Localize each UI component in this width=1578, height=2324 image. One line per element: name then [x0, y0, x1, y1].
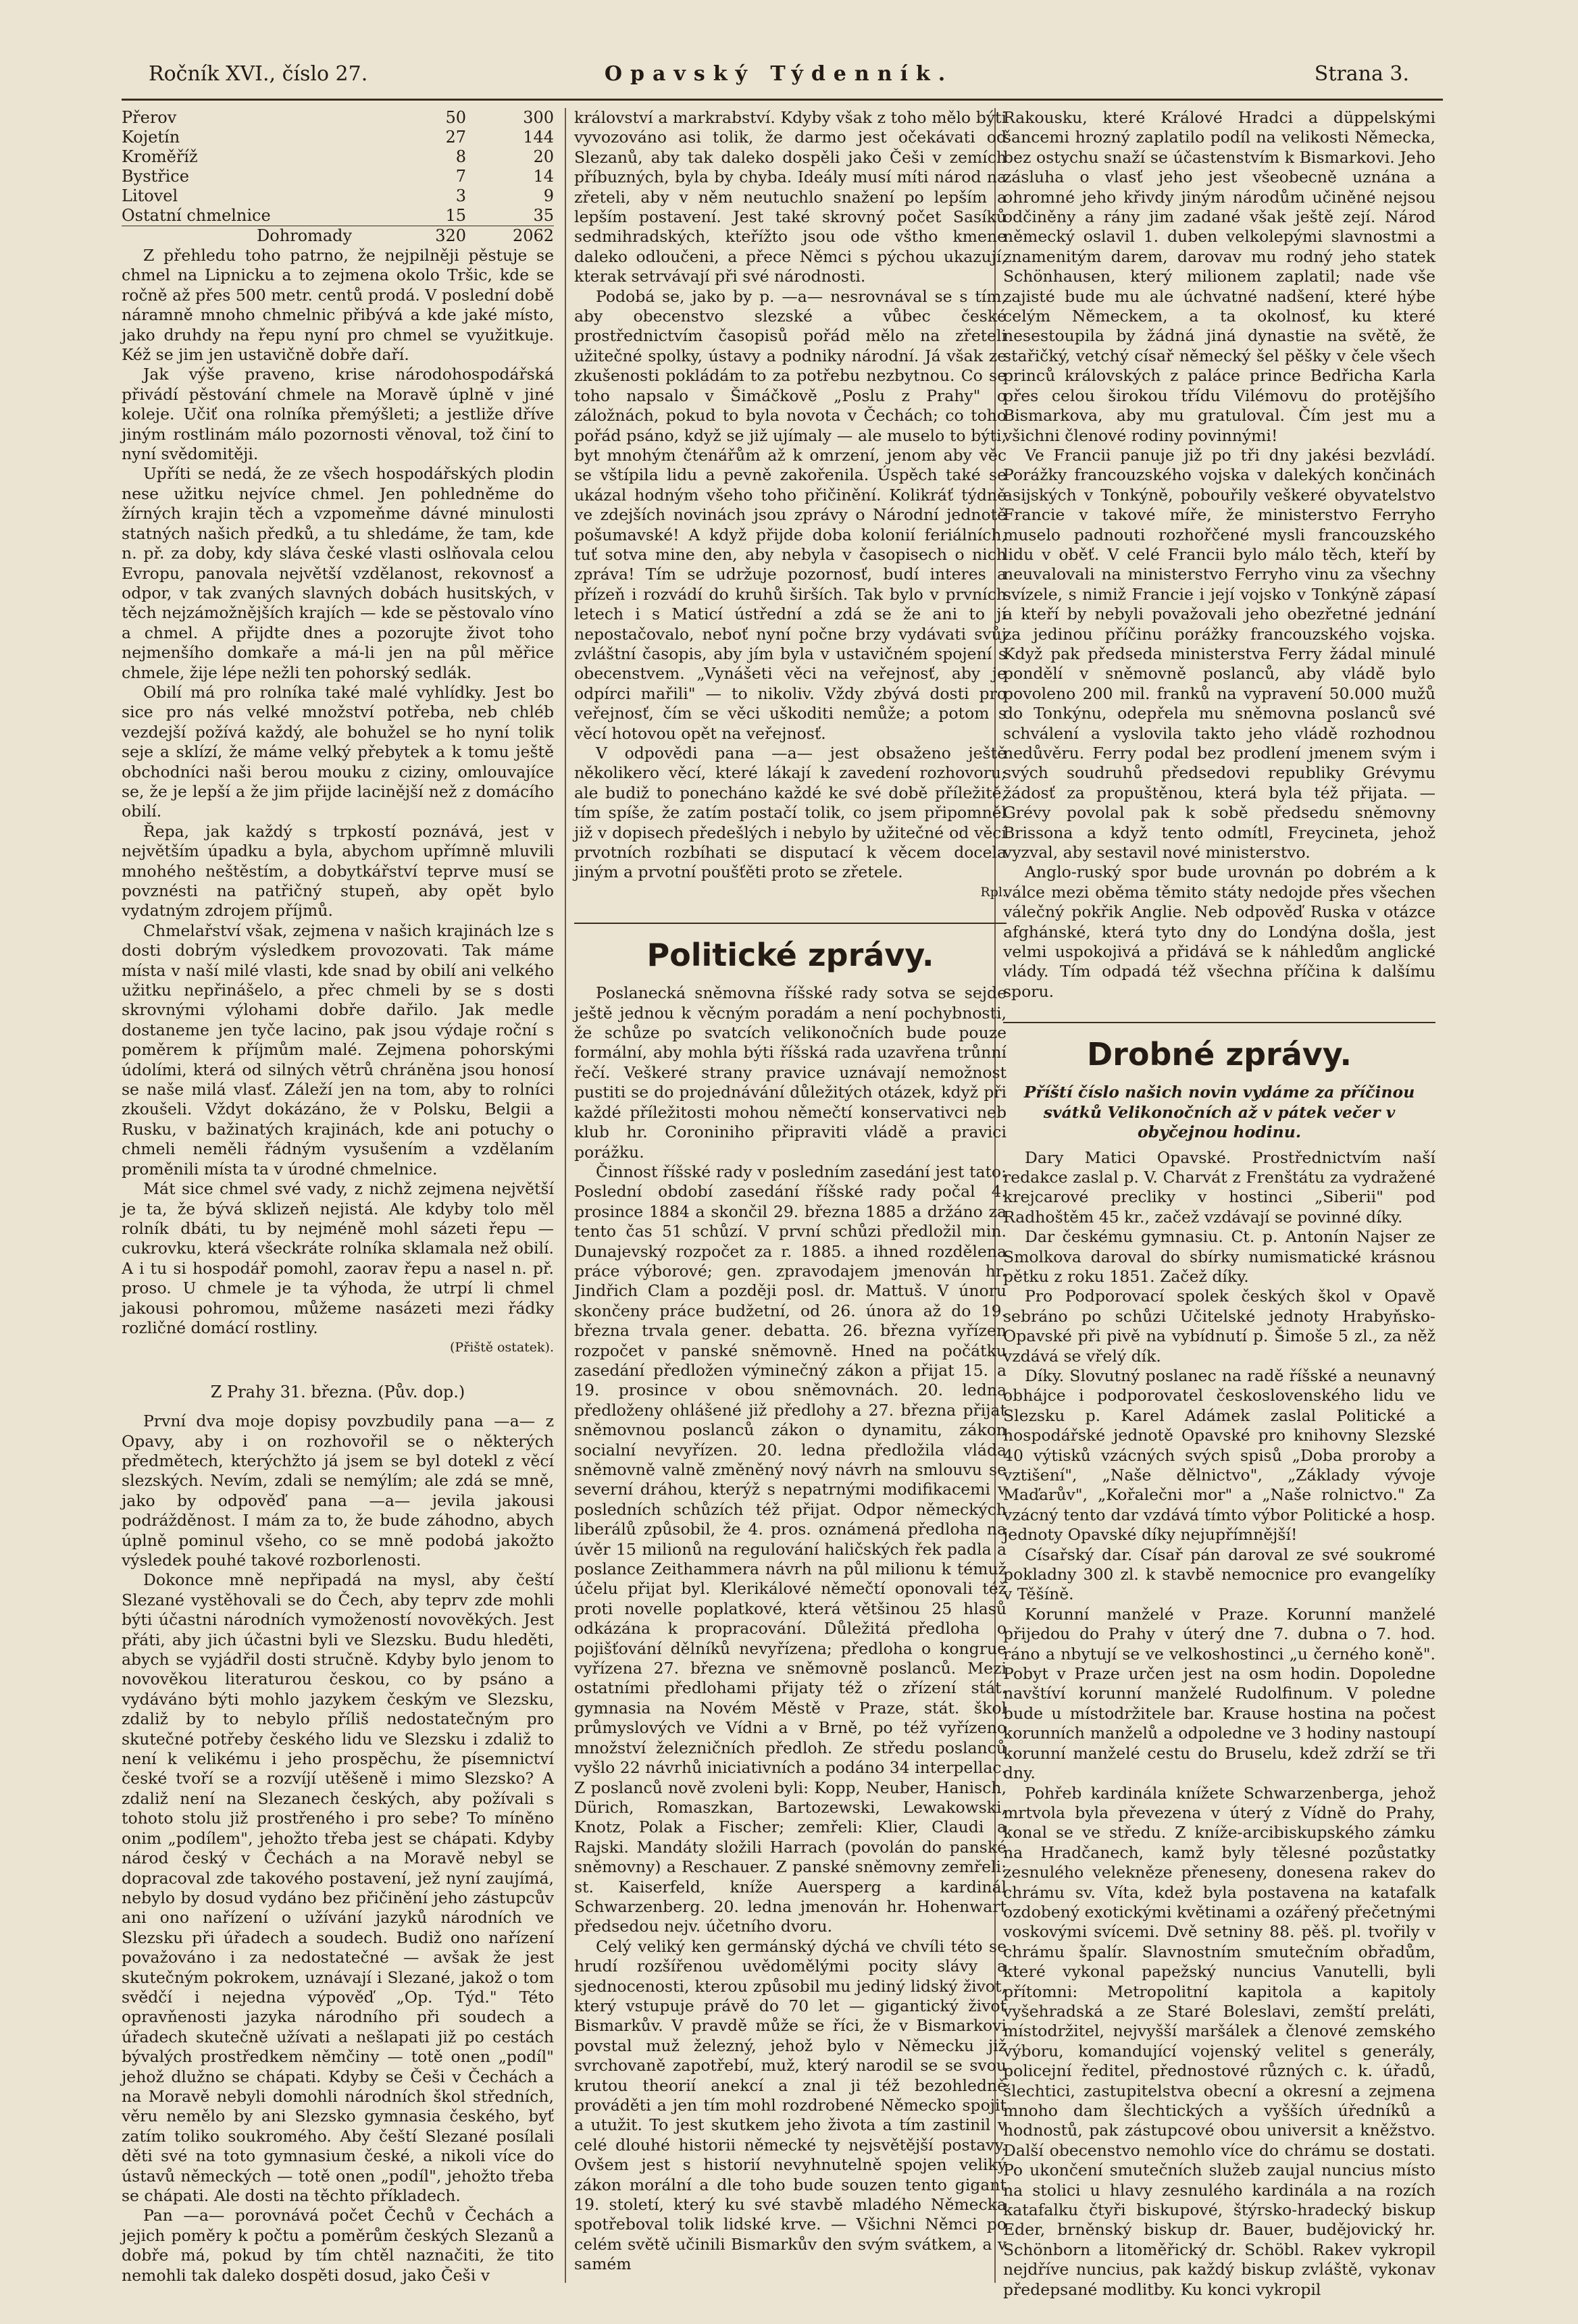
article-paragraph: V odpovědi pana —a— jest obsaženo ještě několikero věcí, které lákají k zavedení rozhovoru; ale budiž to ponecháno každé ke své době příležitě, tím spíše, že zatím postačí tolik, co jsem připomněl již v dopisech předešlých i nebylo by užitečné od věcí prvotních rozbíhati se disputací k věcem docela jiným a prvotní poušťěti proto se zřetele. — [574, 744, 1007, 882]
article-paragraph: Rakousku, které Králové Hradci a düppelskými šancemi hrozný zaplatilo podíl na velikosti Německa, bez ostychu snaží se účastenstvím k Bismarkovi. Jeho zásluha o vlasť jeho jest všeobecně uznána a ohromné jeho křivdy jiným národům učiněné nejsou odčiněny a rány jim zadané však ještě zejí. Národ německý oslavil 1. duben velkolepými slavnostmi a znamenitým darem, darovav mu rodný jeho statek Schönhausen, který milionem zaplatil; nade vše zajisté bude mu ale úchvatné nadšení, které hýbe celým Německem, a ta okolnosť, ku které nesestoupila by žádná jiná dynastie na světě, že stařičký, vetchý císař německý šel pěšky v čele všech princů královských z paláce prince Bedřicha Karla přes celou širokou třídu Vilémovu do protějšího Bismarkova, aby mu gratuloval. Čím jest mu a všichni členové rodiny povinnými! — [1003, 108, 1435, 445]
news-item: Pro Podporovací spolek českých škol v Opavě sebráno po schůzi Učitelské jednoty Hrabyňsko-Opavské při pivě na vybídnutí p. Šimoše 5 zl., za něž vzdává se vřelý dík. — [1003, 1287, 1435, 1366]
table-cell: 35 — [533, 206, 554, 225]
page-header — [149, 62, 1409, 95]
table-row — [122, 128, 554, 147]
table-cell: 27 — [445, 128, 466, 147]
table-cell: 15 — [445, 206, 466, 225]
article-paragraph: Ve Francii panuje již po tři dny jakési bezvládí. Porážky francouzského vojska v dalekých končinách asijských v Tonkýně, pobouřily veškeré obyvatelstvo Francie v takové míře, že ministerstvo Ferryho muselo padnouti rozhořčené mysli francouzského lidu v oběť. V celé Francii bylo málo těch, kteří by neuvalovali na ministerstvo Ferryho vinu za všechny svízele, s nimiž Francie i její vojsko v Tonkýně zápasí a kteří by nebyli považovali jeho obezřetné jednání za jedinou příčinu porážky francouzského vojska. Když pak předseda ministerstva Ferry žádal minulé pondělí v sněmovně poslanců, aby vládě bylo povoleno 200 mil. franků na vypravení 50.000 mužů do Tonkýnu, odepřela mu sněmovna poslanců své schválení a vyslovila takto jeho vládě rozhodnou nedůvěru. Ferry podal bez prodlení jmenem svým i svých soudruhů předsedovi republiky Grévymu žádosť za propuštěnou, která byla též přijata. — Grévy povolal pak k sobě předsedu sněmovny Brissona a když tento odmítl, Freycineta, jehož vyzval, aby sestavil nové ministerstvo. — [1003, 445, 1435, 862]
table-cell: 3 — [455, 186, 466, 205]
table-cell: Kojetín — [122, 128, 180, 147]
table-row — [122, 108, 554, 128]
article-paragraph: Jak výše praveno, krise národohospodářská přivádí pěstování chmele na Moravě úplně v jiné koleje. Učiť ona rolníka přemýšleti; a jestliže dříve jiným rostlinám málo pozornosti věnoval, tož činí to nyní svědomitěji. — [122, 365, 554, 464]
article-paragraph: Celý veliký ken germánský dýchá ve chvíli této se hrudí rozšířenou uvědomělými pocity slávy a sjednocenosti, kterou způsobil mu jediný lidský život, který vstupuje právě do 70 let — gigantický život Bismarkův. V pravdě může se říci, že v Bismarkovi povstal muž železný, jehož bylo v Německu již svrchovaně zapotřebí, muž, který narodil se se svou krutou theorií anekcí a znal ji též bezohledně prováděti a jen tím mohl rozdrobené Německo spojit a utužit. To jest skutkem jeho života a tím zastinil v celé dlouhé historii německé ty nejsvětější postavy. Ovšem jest s historií nevyhnutelně spojen veliký zákon morální a dle toho bude souzen tento gigant 19. století, který ku své stavbě mladého Německa spotřeboval tolik lidské krve. — Všichni Němci po celém světě učinili Bismarkův den svým svátkem, a v samém — [574, 1936, 1007, 2274]
table-row — [122, 186, 554, 206]
news-item: Dar českému gymnasiu. Ct. p. Antonín Najser ze Smolkova daroval do sbírky numismatické krásnou pětku z roku 1851. Začež díky. — [1003, 1227, 1435, 1286]
table-cell: 144 — [523, 128, 554, 147]
table-cell: 300 — [523, 108, 554, 127]
news-item: Dary Matici Opavské. Prostřednictvím naší redakce zaslal p. V. Charvát z Frenštátu za vydražené krejcarové precliky v hostinci „Siberii" pod Radhoštěm 45 kr., začež vzdávají se povinné díky. — [1003, 1147, 1435, 1226]
news-item: Pohřeb kardinála knížete Schwarzenberga, jehož mrtvola byla převezena v úterý z Vídně do Prahy, konal se ve středu. Z kníže-arcibiskupského zámku na Hradčanech, kamž byly tělesné pozůstatky zesnulého velekněze přeneseny, donesena rakev do chrámu sv. Víta, kdež byla postavena na katafalk ozdobený exotickými květinami a ozářený přečetnými voskovými svícemi. Dvě setniny 88. pěš. pl. tvořily v chrámu špalír. Slavnostním smutečním obřadům, které vykonal papežský nuncius Vanutelli, byli přítomni: Metropolitní kapitola a kapitoly vyšehradská a ze Staré Boleslavi, zemští preláti, místodržitel, nejvyšší maršálek a členové zemského výboru, komandující vojenský velitel s generály, policejní ředitel, přednostové různých c. k. úřadů, šlechtici, zastupitelstva obecní a okresní a zejmena mnoho dam šlechtických a vyšších úředníků a hodnostů, pak zástupcové obou universit a kněžstvo. Další obecenstvo nemohlo více do chrámu se dostati. Po ukončení smutečních služeb zaujal nuncius místo na stolici u hlavy zesnulého kardinála a na rozích katafalku čtyři biskupové, štýrsko-hradecký biskup Eder, brněnský biskup dr. Bauer, budějovický hr. Schönborn a litoměřický dr. Schöbl. Rakev vykropil nejdříve nuncius, pak každý biskup zvláště, vykonav předepsané modlitby. Ku konci vykropil — [1003, 1783, 1435, 2299]
table-cell: 7 — [455, 167, 466, 186]
article-paragraph: Chmelařství však, zejmena v našich krajinách lze s dosti dobrým výsledkem provozovati. Tak máme místa v naší milé vlasti, kde snad by obilí ani velkého užitku nepřinášelo, a přec chmeli by se s dosti skrovnými výlohami dobře dařilo. Jak medle dostaneme jen tyče lacino, pak jsou výdaje roční s poměrem k příjmům malé. Zejmena pohorskými údolími, která od silných větrů chráněna jsou honosí se naše milá vlasť. Záleží jen na tom, aby to rolníci zkoušeli. Vždyt dokázáno, že v Polsku, Belgii a Rusku, v bažinatých krajinách, kde ani potuchy o chmeli neměli řádným vysušením a vzdělaním proměnili místa ta v úrodné chmelnice. — [122, 921, 554, 1179]
continuation-note: (Přiště ostatek). — [449, 1340, 554, 1355]
column-1 — [122, 108, 554, 2286]
author-signature: Rpl. — [980, 884, 1007, 900]
page-number: Strana 3. — [1314, 62, 1409, 86]
table-cell: Bystřice — [122, 167, 189, 186]
article-paragraph: království a markrabství. Kdyby však z toho mělo býti vyvozováno asi tolik, že darmo jest očekávati od Slezanů, aby tak daleko dospěli jako Češi v zemích příbuzných, byla by chyba. Ideály musí míti národ na zřeteli, aby v něm neutuchlo snažení po lepším a lepším postavení. Jest také skrovný počet Sasíků sedmihradských, kteřížto jsou ode vštho kmene daleko odloučeni, a přece Němci s pýchou ukazují, kterak setrvávají při své národnosti. — [574, 108, 1007, 286]
article-paragraph: Činnost říšské rady v posledním zasedání jest tato: Poslední období zasedání říšské rady počal 4. prosince 1884 a skončil 29. března 1885 a držáno za tento čas 51 schůzí. V první schůzi předložil min. Dunajevský rozpočet za r. 1885. a ihned rozdělena práce výborové; gen. zpravodajem jmenován hr. Jindřich Clam a později posl. dr. Mattuš. V únoru skončeny práce budžetní, od 26. února až do 19. března trvala gener. debatta. 26. března vyřízen rozpočet v panské sněmovně. Hned na počátku zasedání předložen výminečný zákon a přijat 15. a 19. prosince v obou sněmovnách. 20. ledna předloženy ohlášené již předlohy a 27. března přijat sněmovnou poslanců zákon o dynamitu, zákon socialní nevyřízen. 20. ledna předložila vláda sněmovně valně změněný nový návrh na smlouvu se severní dráhou, kterýž s nepatrnými modifikacemi v posledních schůzích též přijat. Odpor německých liberálů způsobil, že 4. pros. oznámená předloha na úvěr 15 milionů na regulování haličských řek padla a poslance Zeithammera návrh na půl milionu k témuž účelu přijat byl. Klerikálové němečtí oponovali též proti novelle poplatkové, která většinou 25 hlasů odkázána k propracování. Důležitá předloha o pojišťování dělníků nevyřízena; předloha o kongrue vyřízena 27. března ve sněmovně poslanců. Mezi ostatními předlohami přijaty též o zřízení stát. gymnasia na Novém Městě v Praze, stát. škol průmyslových ve Vídni a v Brně, po též vyřízeno množství železničních předloh. Ze středu poslanců vyšlo 22 návrhů iniciativních a podáno 34 interpellac. Z poslanců nově zvoleni byli: Kopp, Neuber, Hanisch, Dürich, Romaszkan, Bartozewski, Lewakowski, Knotz, Polak a Fischer; zemřeli: Klier, Claudi a Rajski. Mandáty složili Harrach (povolán do panské sněmovny) a Reschauer. Z panské sněmovny zemřeli: st. Kaiserfeld, kníže Auersperg a kardinál Schwarzenberg. 20. ledna jmenován hr. Hohenwart předsedou nejv. účetního dvoru. — [574, 1162, 1007, 1936]
article-paragraph: Dokonce mně nepřipadá na mysl, aby čeští Slezané vystěhovali se do Čech, aby teprv zde mohli býti účastni národních vymožeností novověkých. Jest přáti, aby jich účastni byli ve Slezsku. Budu hleděti, abych se vyjádřil dosti stručně. Kdyby bylo jenom to novověkou literaturou českou, co by psáno a vydáváno býti mohlo jazykem českým ve Slezsku, zdaliž by to nebylo příliš nedostatečným pro skutečné potřeby českého lidu ve Slezsku i zdaliž to není k velikému i jeho prospěchu, že písemnictví české tvoří se a rozvíjí utěšeně i mimo Slezsko? A zdaliž není na Slezanech českých, aby požívali s tohoto stolu již prostřeného i pro sebe? To míněno onim „podílem", jehožto třeba jest se chápati. Kdyby národ český v Čechách a na Moravě nebyl se dopracoval zde takového postavení, jež nyní zaujímá, nebylo by dosud vydáno bez přičinění jeho zástupcův ani ono nařízení o užívání jazyků národních ve Slezsku při úřadech a soudech. Budiž ono nařízení považováno i za nedostatečné — avšak že jest skutečným pokrokem, uznávají i Slezané, jakož o tom svědčí i nejedna výpověď „Op. Týd." Této opravňenosti jazyka národního při soudech a úřadech skutečně užívati a nešlapati již po cestách bývalých prostředkem němčiny — totě onen „podíl" jehož dlužno se chápati. Kdyby se Češi v Čechách a na Moravě nebyli domohli národních škol středních, věru nemělo by ani Slezsko gymnasia českého, byť zatím toliko soukromého. Aby čeští Slezané posílali děti své na toto gymnasium české, a nikoli více do ústavů německých — totě onen „podíl", jehožto třeba se chápati. Ale dosti na těchto příkladech. — [122, 1570, 554, 2205]
header-rule — [122, 99, 1443, 101]
table-cell: 20 — [533, 147, 554, 166]
article-paragraph: Anglo-ruský spor bude urovnán po dobrém a k válce mezi oběma těmito státy nedojde přes všechen válečný pokřik Anglie. Neb odpověď Ruska v otázce afghánské, která tyto dny do Londýna došla, jest velmi uspokojivá a přidává se k náhledům anglické vlády. Tím odpadá též všechna příčina k dalšímu sporu. — [1003, 862, 1435, 1001]
table-cell: 50 — [445, 108, 466, 127]
article-paragraph: Z přehledu toho patrno, že nejpilněji pěstuje se chmel na Lipnicku a to zejmena okolo Tršic, kde se ročně až přes 500 metr. centů prodá. V poslední době náramně mnoho chmelnic přibývá a kde jaké místo, jako druhdy na řepu nyní pro chmel se využitkuje. Kéž se jim jen ustavičně dobře daří. — [122, 246, 554, 365]
article-paragraph: Upříti se nedá, že ze všech hospodářských plodin nese užitku nejvíce chmel. Jen pohledněme do žírných krajin těch a vzpomeňme dávné minulosti statných našich předků, a tu shledáme, že tam, kde n. př. za doby, kdy sláva české vlasti oslňovala celou Evropu, panovala největší vzdělanost, rekovnosť a odpor, v tak zvaných slavných dobách husitských, v těch nejzámožnějších krajích — kde se pěstovalo víno a chmel. A přijdte dnes a pozorujte život toho nejmenšího domkaře a má-li jen na půl měřice chmele, žije lépe nežli ten pohorský sedlák. — [122, 464, 554, 682]
issue-notice: Příští číslo našich novin vydáme za příčinou svátků Velikonočních až v pátek večer v obyčejnou hodinu. — [1023, 1083, 1415, 1142]
news-item: Císařský dar. Císař pán daroval ze své soukromé pokladny 300 zl. k stavbě nemocnice pro evangelíky v Těšíně. — [1003, 1545, 1435, 1604]
table-cell: Litovel — [122, 186, 178, 205]
table-cell: 2062 — [512, 226, 554, 245]
table-row — [122, 167, 554, 186]
article-paragraph: První dva moje dopisy povzbudily pana —a— z Opavy, aby i on rozhovořil se o některých předmětech, kterýchžto já jsem se byl dotekl z věcí slezských. Nevím, zdali se nemýlím; ale zdá se mně, jako by odpověď pana —a— jevila jakousi podrážděnost. I mám za to, že bude záhodno, abych úplně pominul všeho, co se mně podobá jakožto výsledek pouhé takové rozborlenosti. — [122, 1412, 554, 1570]
news-item: Korunní manželé v Praze. Korunní manželé přijedou do Prahy v úterý dne 7. dubna o 7. hod. ráno a nbytují se ve velkoshostinci „u černého koně". Pobyt v Praze určen jest na osm hodin. Dopoledne navštíví korunní manželé Rudolfinum. V poledne bude u místodržitele bar. Krause hostina na počest korunních manželů a odpoledne ve 3 hodiny nastoupí korunní manželé cestu do Bruselu, kdež zdrží se tři dny. — [1003, 1604, 1435, 1783]
article-paragraph: Obilí má pro rolníka také malé vyhlídky. Jest bo sice pro nás velké množství potřeba, neb chléb vezdejší požívá každý, ale bohužel se ho nyní tolik seje a sklízí, že máme velký přebytek a k tomu ještě obchodníci naši berou mouku z ciziny, omlouvajíce se, že je lepší a že jim přijde lacinější než z domácího obilí. — [122, 682, 554, 821]
hop-table — [122, 108, 554, 246]
article-paragraph: Podobá se, jako by p. —a— nesrovnával se s tím, aby obecenstvo slezské a vůbec české prostřednictvím časopisů pořád mělo na zřeteli užitečné spolky, ústavy a podniky národní. Já však ze zkušenosti pokládám to za potřebu nezbytnou. Co se toho napsalo v Šimáčkově „Poslu z Prahy" o záložnách, pokud to byla novota v Čechách; co toho pořád psáno, když se již ujímaly — ale muselo to býti, byt mnohým čtenářům až k omrzení, jenom aby věc se vštípila lidu a pevně zakořenila. Úspěch také se ukázal hodným všeho toho přičinění. Kolikráť týdně ve zdejších novinách jsou zprávy o Národní jednotě pošumavské! A když přijde doba kolonií feriálních, tuť sotva mine den, aby nebyla v časopisech o nich zpráva! Tím se udržuje pozornosť, budí interes a přízeň i rozvádí do kruhů širších. Tak bylo v prvních letech i s Maticí ústřední a zdá se že ani to jí nepostačovalo, neboť nyní počne brzy vydávati svůj zvláštní časopis, aby jím byla v ustavičném spojení s obecenstvem. „Vynášeti věci na veřejnosť, aby je odpírci mařili" — to nikoliv. Vždy zbývá dosti pro veřejnosť, čím se věci uškoditi nemůže; a potom s věcí hotovou opět na veřejnosť. — [574, 286, 1007, 743]
article-paragraph: Poslanecká sněmovna říšské rady sotva se sejde ještě jednou k věcným poradám a není pochybnosti, že schůze po svatcích velikonočních bude pouze formální, aby mohla býti říšská rada uzavřena trůnní řečí. Veškeré strany pravice uznávají nemožnost pustiti se do projednávání důležitých otázek, když při každé příležitosti mohou němečtí konservativci neb klub hr. Coroniniho připraviti vládě a pravici porážku. — [574, 983, 1007, 1162]
table-cell: Kroměříž — [122, 147, 198, 166]
article-dateline: Z Prahy 31. března. (Pův. dop.) — [210, 1382, 465, 1401]
table-row — [122, 206, 554, 226]
column-3 — [1003, 108, 1435, 2300]
table-cell: Přerov — [122, 108, 177, 127]
news-item: Díky. Slovutný poslanec na radě říšské a neunavný obhájce i podporovatel československého lidu ve Slezsku p. Karel Adámek zaslal Politické a hospodářské jednotě Opavské pro knihovny Slezské 40 výtisků vzácných svých spisů „Doba proroby a vztišení", „Naše dělnictvo", „Základy vývoje Maďarův", „Kořalečni mor" a „Naše rolnictvo." Za vzácný tento dar vzdává tímto výbor Politické a hosp. jednoty Opavské díky nejupřímnější! — [1003, 1366, 1435, 1545]
column-divider — [565, 108, 566, 2283]
table-cell: 9 — [543, 186, 554, 205]
masthead-title: Opavský Týdenník. — [604, 62, 954, 86]
table-cell: 320 — [435, 226, 466, 245]
table-row — [122, 147, 554, 167]
article-paragraph: Mát sice chmel své vady, z nichž zejmena největší je ta, že bývá sklizeň nejistá. Ale kdyby tolo měl rolník dbáti, tu by nejméně mohl sázeti řepu — cukrovku, která všeckráte rolníka sklamala než obilí. A i tu si hospodář pomohl, zaorav řepu a nasel n. př. proso. U chmele je ta výhoda, že utrpí li chmel jakousi pohromou, můžeme nasázeti mezi řádky rozličné domácí rostliny. — [122, 1179, 554, 1337]
section-heading: Politické zprávy. — [574, 923, 1007, 974]
section-heading: Drobné zprávy. — [1003, 1022, 1435, 1073]
column-2 — [574, 108, 1007, 2275]
issue-number: Ročník XVI., číslo 27. — [149, 62, 368, 86]
table-cell: 8 — [455, 147, 466, 166]
table-total-row — [122, 226, 554, 246]
table-cell: Ostatní chmelnice — [122, 206, 271, 225]
table-cell: Dohromady — [257, 226, 353, 245]
article-paragraph: Pan —a— porovnává počet Čechů v Čechách a jejich poměry k počtu a poměrům českých Slezanů a dobře má, pokud by tím chtěl naznačiti, že tito nemohli tak daleko dospěti dosud, jako Češi v — [122, 2206, 554, 2285]
article-paragraph: Řepa, jak každý s trpkostí poznává, jest v největším úpadku a byla, abychom upřímně mluvili mnohého neštěstím, a dobytkářství teprve musí se povznésti na patřičný stupeň, aby opět bylo vydatným zdrojem příjmů. — [122, 821, 554, 921]
table-cell: 14 — [533, 167, 554, 186]
